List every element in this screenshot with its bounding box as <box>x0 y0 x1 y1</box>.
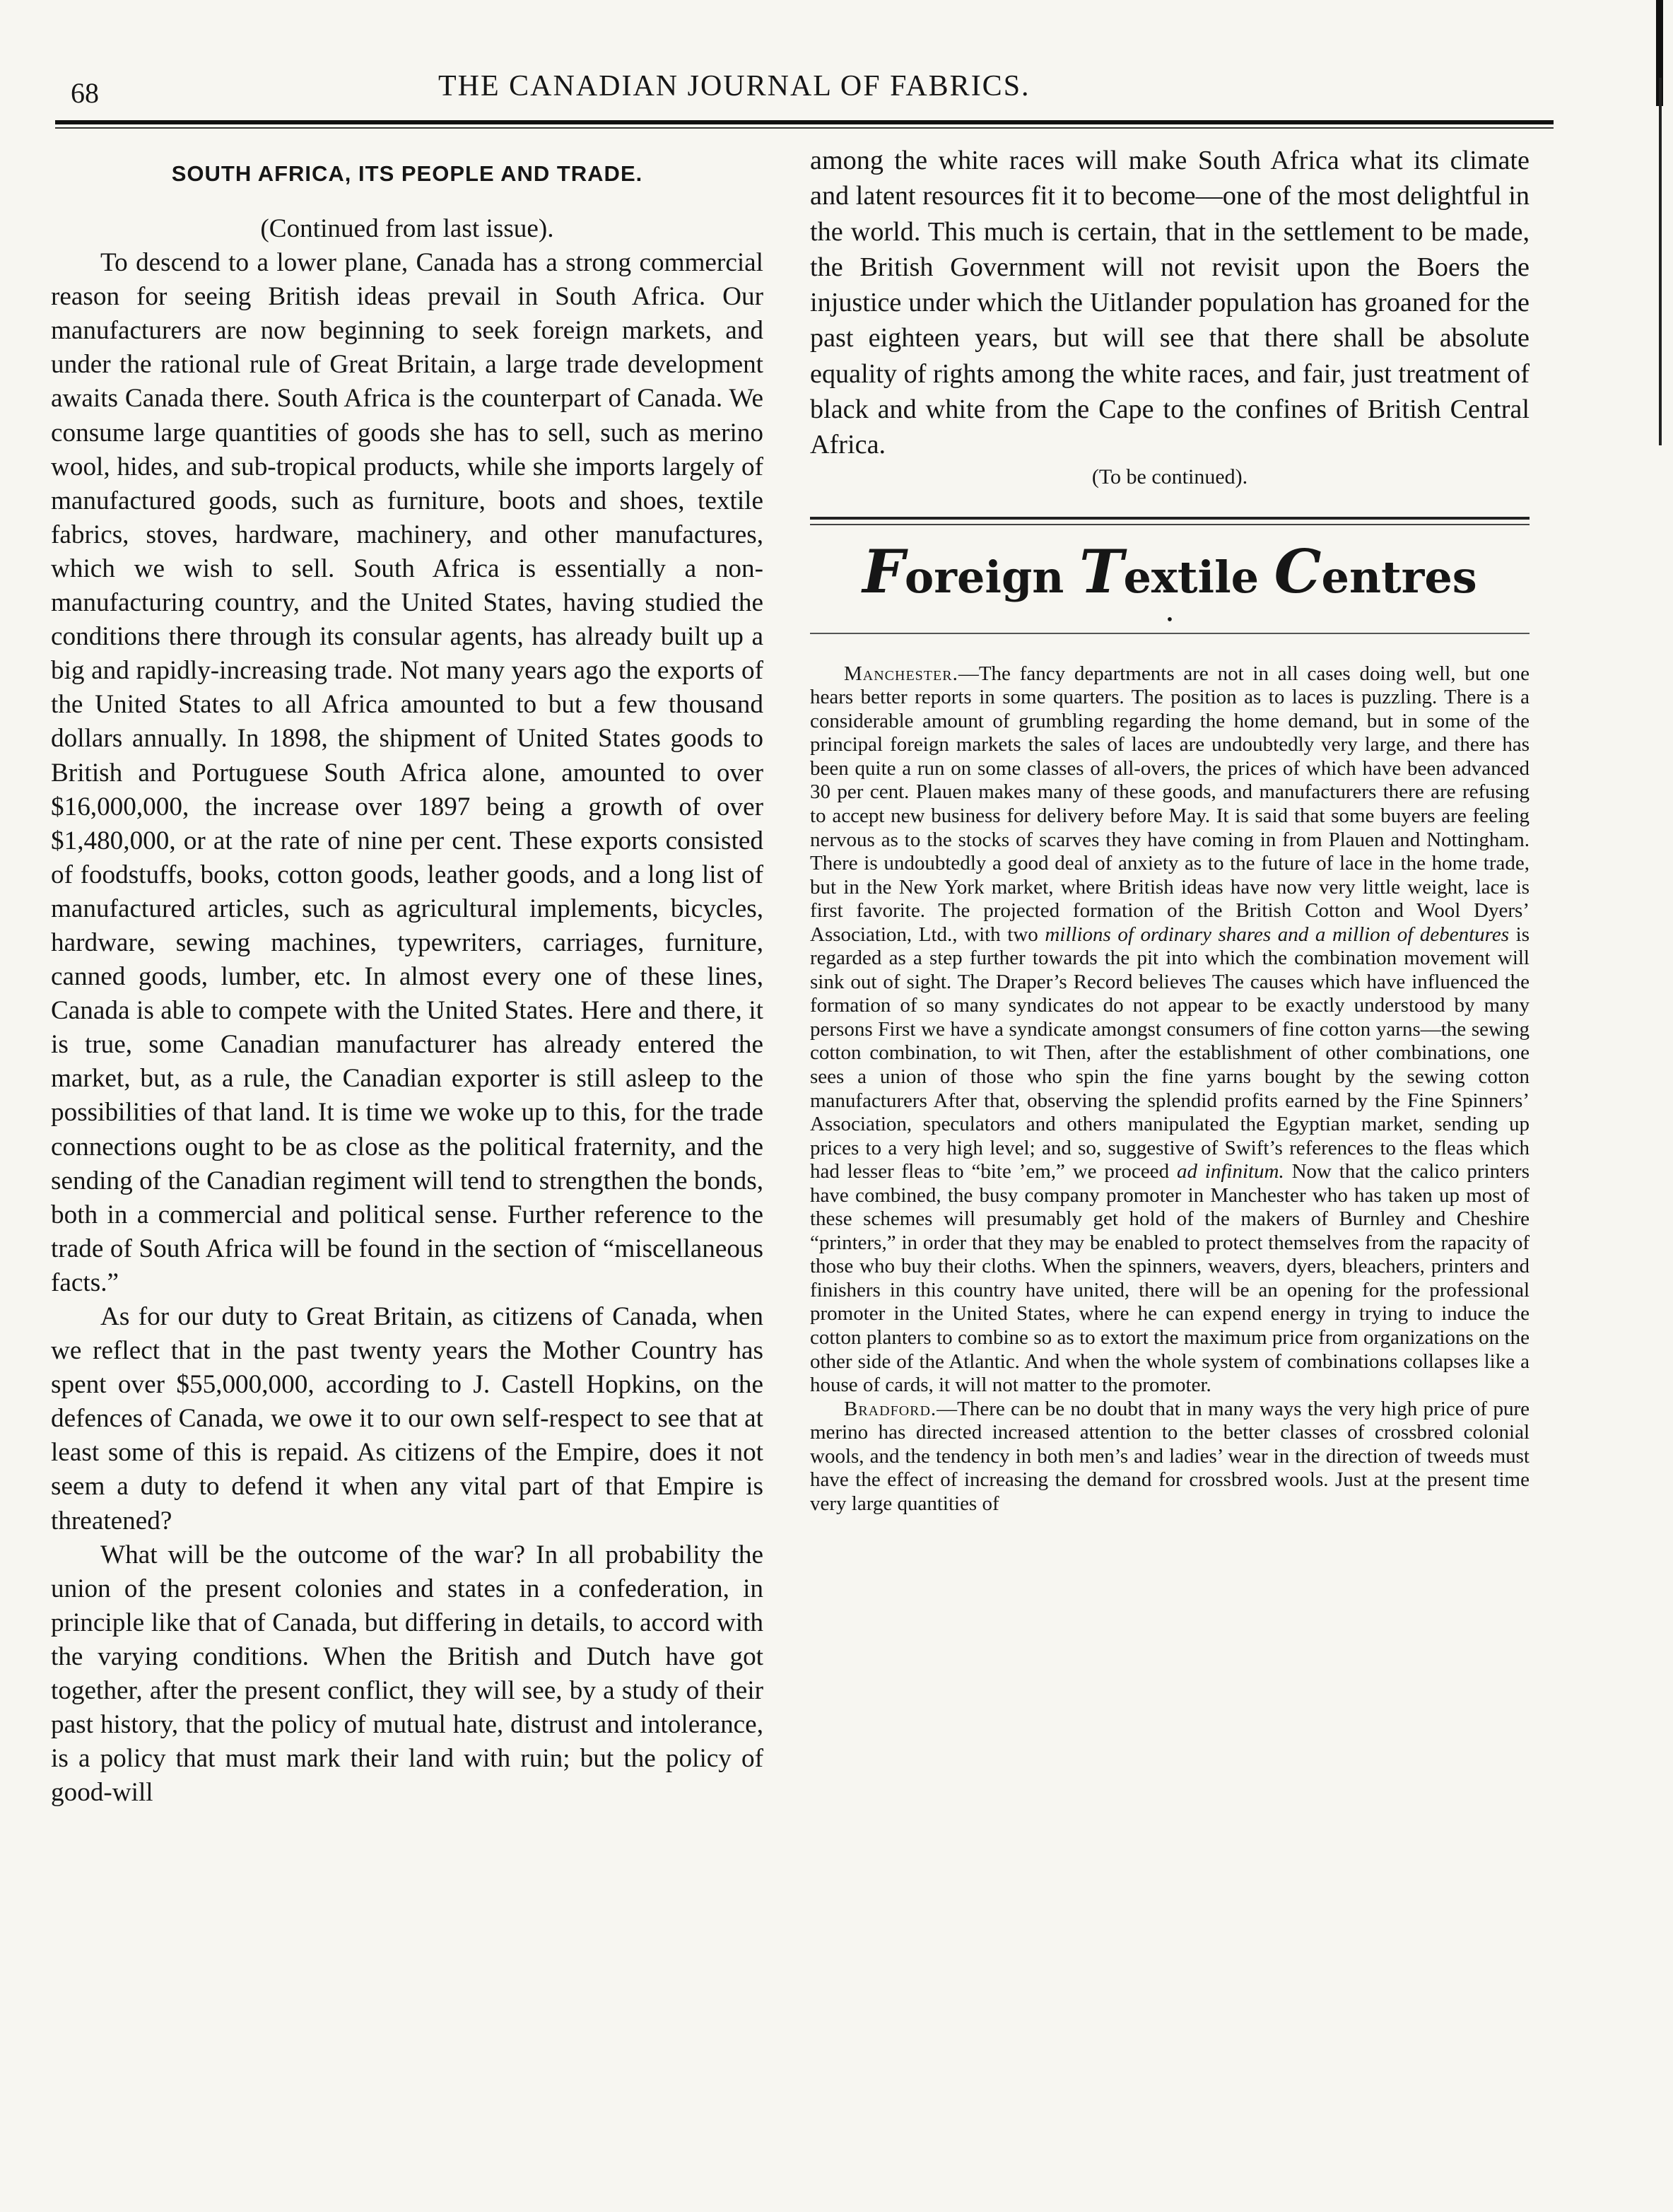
section-rule-thin <box>810 524 1530 525</box>
foreign-centres-body <box>810 662 1530 1516</box>
continued-note: (Continued from last issue). <box>260 214 554 243</box>
article-paragraph-2: As for our duty to Great Britain, as citizens of Canada, when we reflect that in the past twenty years the Mother Country has spent over $55,000,000, according to J. Castell Hopkins, on the defences of Canada, we owe it to our own self-respect to see that at least some of this is repaid. As citizens of the Empire, does it not seem a duty to defend it when any vital part of that Empire is threatened? <box>51 1302 763 1535</box>
section-title-word-2: extile <box>1123 551 1274 603</box>
section-title-initial-t: T <box>1079 536 1124 607</box>
manchester-text-3: Now that the calico printers have combined, the busy company promoter in Manchester who has taken up most of these schemes will presumably get hold of the makers of Burnley and Cheshire “printers,” in order that they may be enabled to protect themselves from the rapacity of those who buy their cloths. When the spinners, weavers, dyers, bleachers, printers and finishers in this country have united, there will be an opening for the professional promoter in the United States, where he can expend energy in trying to induce the cotton planters to combine so as to extort the maximum price from organizations on the other side of the Atlantic. And when the whole system of combinations collapses like a house of cards, it will not matter to the promoter. <box>810 1160 1530 1397</box>
article-title: SOUTH AFRICA, ITS PEOPLE AND TRADE. <box>171 161 643 186</box>
manchester-paragraph <box>810 662 1530 1398</box>
running-head: THE CANADIAN JOURNAL OF FABRICS. <box>438 70 1031 103</box>
section-title-word-3: entres <box>1321 551 1477 603</box>
ornament-dot: • <box>1166 610 1173 629</box>
header-rule-thin <box>55 127 1554 129</box>
section-title-rule <box>810 633 1530 634</box>
article-paragraph-3: What will be the outcome of the war? In all probability the union of the present colonies and states in a confederation, in principle like that of Canada, but differing in details, to accord with the varying conditions. When the British and Dutch have got together, after the present conflict, they will see, by a study of their past history, that the policy of mutual hate, distrust and intolerance, is a policy that must mark their land with ruin; but the policy of good-will <box>51 1540 763 1808</box>
bradford-paragraph <box>810 1398 1530 1516</box>
manchester-text-2: is regarded as a step further towards the pit into which the combination movement will sink out of sight. The Draper’s Record believes The causes which have influenced the formation of so many syndicates do not appear to be exactly understood by many persons First we have a syndicate amongst consumers of fine cotton yarns—the sewing cotton combination, to wit Then, after the establishment of other combinations, one sees a union of those who spin the fine yarns bought by the sewing cotton manufacturers After that, observing the splendid profits earned by the Fine Spinners’ Association, speculators and others manipulated the Egyptian market, sending up prices to a very high level; and so, suggestive of Swift’s references to the fleas which had lesser fleas to “bite ’em,” we proceed <box>810 923 1530 1183</box>
article-continuation: among the white races will make South Africa what its climate and latent resources fit it to become—one of the most delightful in the world. This much is certain, that in the settlement to be made, the British Government will not revisit upon the Boers the injustice under which the Uitlander population has groaned for the past eighteen years, but will see that there shall be absolute equality of rights among the white races, and fair, just treatment of black and white from the Cape to the confines of British Central Africa. <box>810 146 1530 460</box>
manchester-italic-1: millions of ordinary shares and a million of debentures <box>1045 923 1510 946</box>
manchester-italic-2: ad infinitum. <box>1176 1160 1284 1183</box>
page-number: 68 <box>71 77 99 109</box>
left-column <box>51 148 763 2184</box>
section-title-initial-f: F <box>862 536 905 607</box>
section-title-initial-c: C <box>1274 536 1322 607</box>
bradford-text: —There can be no doubt that in many ways the very high price of pure merino has directed increased attention to the better classes of crossbred colonial wools, and the tendency in both men’s and ladies’ wear in the direction of tweeds must have the effect of increasing the demand for crossbred wools. Just at the present time very large quantities of <box>810 1397 1530 1515</box>
manchester-lead: Manchester. <box>844 662 958 685</box>
section-title <box>810 536 1530 607</box>
article-paragraph-1: To descend to a lower plane, Canada has a strong commercial reason for seeing British ideas prevail in South Africa. Our manufacturers are now beginning to seek foreign markets, and under the rational rule of Great Britain, a large trade development awaits Canada there. South Africa is the counterpart of Canada. We consume large quantities of goods she has to sell, such as merino wool, hides, and sub-tropical products, while she imports largely of manufactured goods, such as furniture, boots and shoes, textile fabrics, stoves, hardware, machinery, and other manufactures, which we wish to sell. South Africa is essentially a non-manufacturing country, and the United States, having studied the conditions there through its consular agents, has already built up a big and rapidly-increasing trade. Not many years ago the exports of the United States to all Africa amounted to but a few thousand dollars annually. In 1898, the shipment of United States goods to British and Portuguese South Africa alone, amounted to over $16,000,000, the increase over 1897 being a growth of over $1,480,000, or at the rate of nine per cent. These exports consisted of foodstuffs, books, cotton goods, leather goods, and a long list of manufactured articles, such as agricultural implements, bicycles, hardware, sewing machines, typewriters, carriages, furniture, canned goods, lumber, etc. In almost every one of these lines, Canada is able to compete with the United States. Here and there, it is true, some Canadian manufacturer has already entered the market, but, as a rule, the Canadian exporter is still asleep to the possibilities of that land. It is time we woke up to this, for the trade connections ought to be as close as the political fraternity, and the sending of the Canadian regiment will tend to strengthen the bonds, both in a commercial and political sense. Further reference to the trade of South Africa will be found in the section of “miscellaneous facts.” <box>51 248 763 1297</box>
section-title-word-1: oreign <box>904 551 1079 603</box>
manchester-text: —The fancy departments are not in all cases doing well, but one hears better reports in some quarters. The position as to laces is puzzling. There is a considerable amount of grumbling regarding the home demand, but in some of the principal foreign markets the sales of laces are undoubtedly very large, and there has been quite a run on some classes of all-overs, the prices of which have been advanced 30 per cent. Plauen makes many of these goods, and manufacturers there are refusing to accept new business for delivery before May. It is said that some buyers are feeling nervous as to the stocks of scarves they have coming in from Plauen and Nottingham. There is undoubtedly a good deal of anxiety as to the future of lace in the home trade, but in the New York market, where British ideas have now very little weight, lace is first favorite. The projected formation of the British Cotton and Wool Dyers’ Association, Ltd., with two <box>810 662 1530 946</box>
to-be-continued: (To be continued). <box>1091 464 1248 488</box>
bradford-lead: Bradford. <box>844 1397 937 1420</box>
scan-edge-line <box>1659 78 1662 445</box>
section-rule <box>810 517 1530 520</box>
right-column <box>810 148 1530 2184</box>
header-rule <box>55 120 1554 124</box>
